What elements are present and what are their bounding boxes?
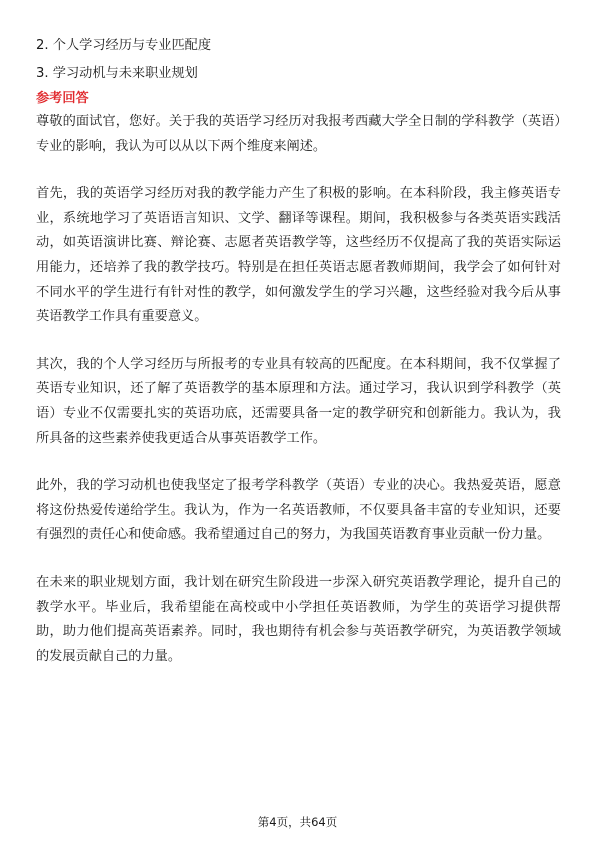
paragraph-intro: 尊敬的面试官，您好。关于我的英语学习经历对我报考西藏大学全日制的学科教学（英语）专业的影响，我认为可以从以下两个维度来阐述。 (36, 114, 561, 154)
reference-answer-heading: 参考回答 (36, 91, 89, 106)
paragraph-second: 其次，我的个人学习经历与所报考的专业具有较高的匹配度。在本科期间，我不仅掌握了英语专业知识，还了解了英语教学的基本原理和方法。通过学习，我认识到学科教学（英语）专业不仅需要扎实的英语功底，还需要具备一定的教学研究和创新能力。我认为，我所具备的这些素养使我更适合从事英语教学工作。 (36, 356, 561, 446)
paragraph-career-plan: 在未来的职业规划方面，我计划在研究生阶段进一步深入研究英语教学理论，提升自己的教学水平。毕业后，我希望能在高校或中小学担任英语教师，为学生的英语学习提供帮助，助力他们提高英语素养。同时，我也期待有机会参与英语教学研究，为英语教学领域的发展贡献自己的力量。 (36, 574, 561, 664)
list-item-3: 3. 学习动机与未来职业规划 (36, 66, 198, 81)
paragraph-first: 首先，我的英语学习经历对我的教学能力产生了积极的影响。在本科阶段，我主修英语专业，系统地学习了英语语言知识、文学、翻译等课程。期间，我积极参与各类英语实践活动，如英语演讲比赛、辩论赛、志愿者英语教学等，这些经历不仅提高了我的英语实际运用能力，还培养了我的教学技巧。特别是在担任英语志愿者教师期间，我学会了如何针对不同水平的学生进行有针对性的教学，如何激发学生的学习兴趣，这些经验对我今后从事英语教学工作具有重要意义。 (36, 186, 561, 325)
list-item-2: 2. 个人学习经历与专业匹配度 (36, 38, 212, 53)
paragraph-motivation: 此外，我的学习动机也使我坚定了报考学科教学（英语）专业的决心。我热爱英语，愿意将这份热爱传递给学生。我认为，作为一名英语教师，不仅要具备丰富的专业知识，还要有强烈的责任心和使命感。我希望通过自己的努力，为我国英语教育事业贡献一份力量。 (36, 478, 561, 543)
page-footer: 第4页，共64页 (257, 815, 338, 829)
page-content (36, 34, 561, 669)
